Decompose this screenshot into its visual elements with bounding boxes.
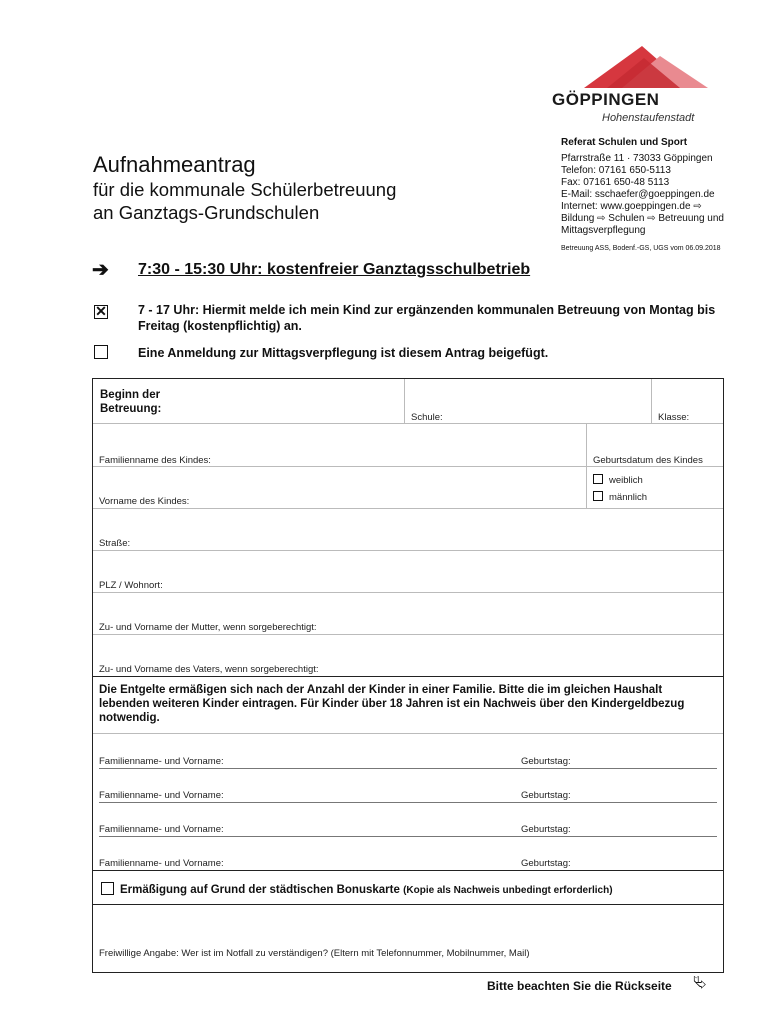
sibling-name-label: Familienname- und Vorname:	[99, 756, 224, 767]
arrow-right-icon: ➔	[92, 259, 109, 281]
weiblich-checkbox[interactable]	[593, 474, 603, 484]
schule-label: Schule:	[411, 412, 443, 423]
option-free-care: 7:30 - 15:30 Uhr: kostenfreier Ganztagsschulbetrieb	[138, 261, 531, 278]
familienname-label: Familienname des Kindes:	[99, 455, 211, 466]
goeppingen-logo-icon	[552, 46, 712, 90]
bonus-note: (Kopie als Nachweis unbedingt erforderlich)	[403, 885, 613, 896]
bonus-label: Ermäßigung auf Grund der städtischen Bonuskarte	[120, 884, 400, 896]
maennlich-checkbox[interactable]	[593, 491, 603, 501]
page-subtitle	[93, 178, 396, 224]
subtitle-line: für die kommunale Schülerbetreuung	[93, 179, 397, 200]
address-line: Mittagsverpflegung	[561, 225, 646, 236]
vater-label: Zu- und Vorname des Vaters, wenn sorgeberechtigt:	[99, 664, 319, 675]
option-paid-care-label: 7 - 17 Uhr: Hiermit melde ich mein Kind zur ergänzenden kommunalen Betreuung von Montag bis Freitag (kostenpflichtig) an.	[138, 303, 716, 333]
address-heading: Referat Schulen und Sport	[561, 137, 688, 148]
weiblich-label: weiblich	[609, 475, 643, 486]
mutter-label: Zu- und Vorname der Mutter, wenn sorgeberechtigt:	[99, 622, 317, 633]
bonus-option	[120, 883, 613, 898]
beginn-label: Beginn der Betreuung:	[100, 389, 162, 415]
weiblich-option[interactable]	[593, 474, 643, 486]
address-line: Telefon: 07161 650-5113	[561, 165, 671, 176]
turn-page-arrow-icon: ⮱	[693, 973, 707, 992]
option-paid-care-checkbox[interactable]: ✕	[95, 303, 107, 319]
sibling-birthday-label: Geburtstag:	[521, 858, 571, 869]
registration-form	[92, 378, 724, 973]
address-note: Betreuung ASS, Bodenf.-GS, UGS vom 06.09.2018	[561, 245, 721, 252]
page-title: Aufnahmeantrag	[93, 152, 256, 177]
option-lunch-checkbox[interactable]	[94, 345, 108, 359]
entgelte-notice: Die Entgelte ermäßigen sich nach der Anzahl der Kinder in einer Familie. Bitte die im gleichen Haushalt lebenden weiteren Kinder eintragen. Für Kinder über 18 Jahren ist ein Nachweis über den Kindergeldbezug notwendig.	[99, 684, 685, 724]
address-internet: Internet: www.goeppingen.de ⇨	[561, 201, 702, 212]
address-block	[561, 137, 751, 255]
logo-subtitle: Hohenstaufenstadt	[602, 112, 695, 124]
geburtsdatum-label: Geburtsdatum des Kindes	[593, 455, 703, 466]
plz-label: PLZ / Wohnort:	[99, 580, 163, 591]
strasse-label: Straße:	[99, 538, 131, 549]
sibling-birthday-label: Geburtstag:	[521, 756, 571, 767]
sibling-birthday-label: Geburtstag:	[521, 824, 571, 835]
vorname-label: Vorname des Kindes:	[99, 496, 190, 507]
klasse-label: Klasse:	[658, 412, 690, 423]
maennlich-label: männlich	[609, 492, 648, 503]
sibling-name-label: Familienname- und Vorname:	[99, 858, 224, 869]
footer-note: Bitte beachten Sie die Rückseite	[487, 979, 672, 993]
address-line: Pfarrstraße 11 · 73033 Göppingen	[561, 153, 713, 164]
sibling-name-label: Familienname- und Vorname:	[99, 824, 224, 835]
address-email: E-Mail: sschaefer@goeppingen.de	[561, 189, 715, 200]
logo-name: GÖPPINGEN	[552, 90, 660, 109]
address-line: Bildung ⇨ Schulen ⇨ Betreuung und	[561, 213, 724, 224]
subtitle-line: an Ganztags-Grundschulen	[93, 202, 320, 223]
option-lunch-label: Eine Anmeldung zur Mittagsverpflegung ist diesem Antrag beigefügt.	[138, 346, 549, 360]
address-line: Fax: 07161 650-48 5113	[561, 177, 670, 188]
notfall-label: Freiwillige Angabe: Wer ist im Notfall zu verständigen? (Eltern mit Telefonnummer, Mobilnummer, Mail)	[99, 948, 530, 959]
sibling-name-label: Familienname- und Vorname:	[99, 790, 224, 801]
sibling-birthday-label: Geburtstag:	[521, 790, 571, 801]
maennlich-option[interactable]	[593, 491, 647, 503]
bonus-checkbox[interactable]	[101, 882, 114, 895]
